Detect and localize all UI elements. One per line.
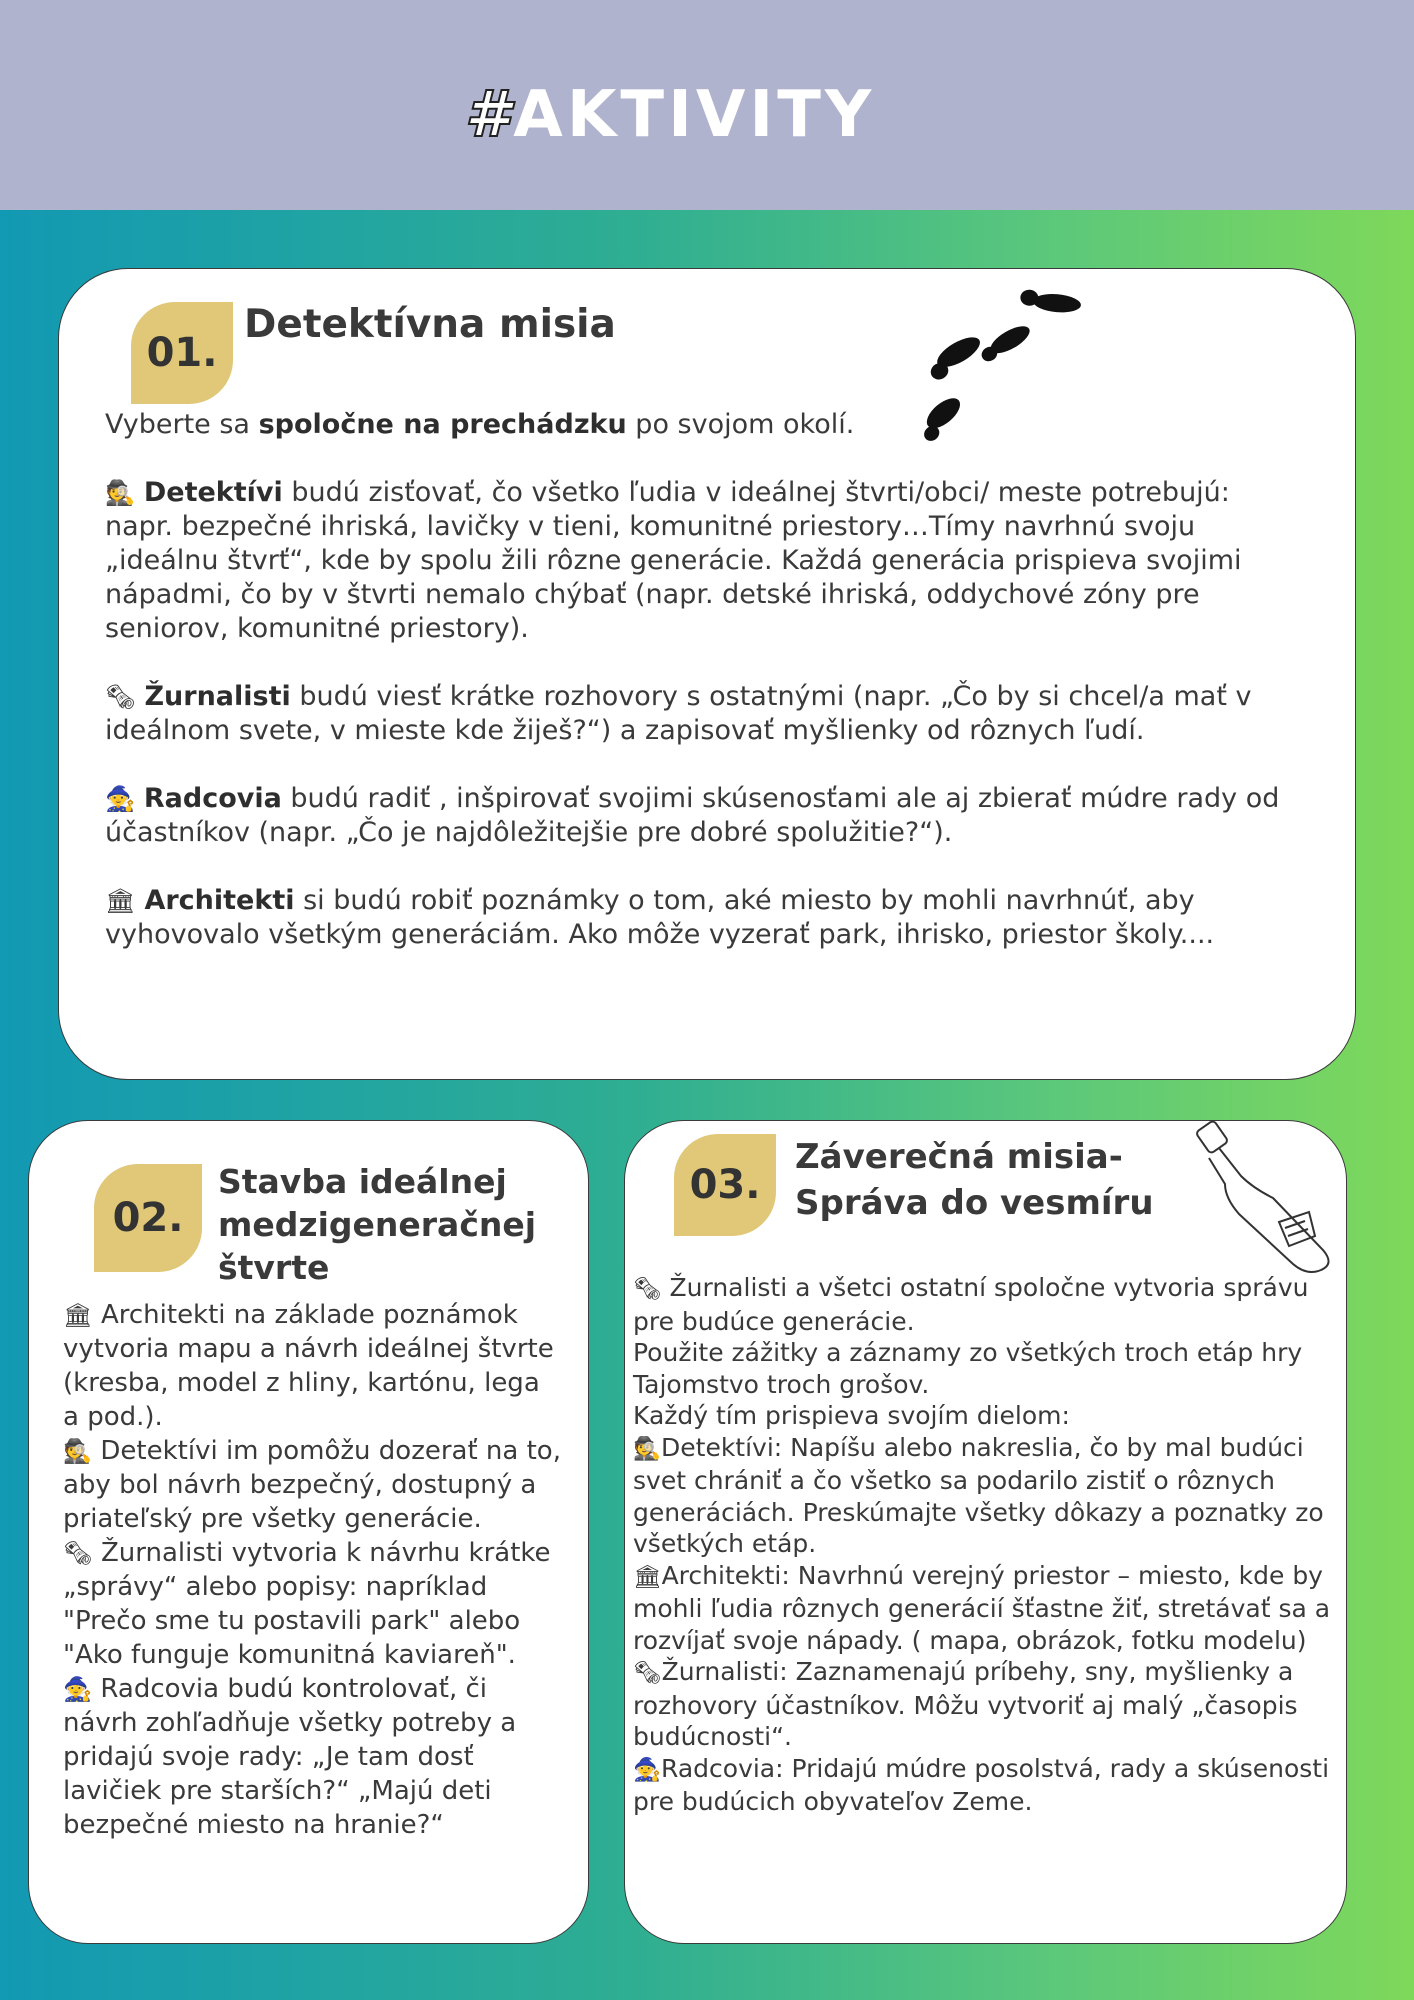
- card3-paragraph: Použite zážitky a záznamy zo všetkých troch etáp hry Tajomstvo troch grošov.: [633, 1338, 1303, 1399]
- card-title-1: Detektívna misia: [244, 302, 616, 347]
- card-title-3: Záverečná misia- Správa do vesmíru: [795, 1137, 1154, 1223]
- card3-paragraph: 🕵Detektívi: Napíšu alebo nakreslia, čo by mal budúci svet chrániť a čo všetko sa podarilo zistiť o rôznych generáciách. Preskúmajte všetky dôkazy a poznatky zo všetkých etáp.: [633, 1432, 1324, 1558]
- card3-paragraph: 🗞Žurnalisti: Zaznamenajú príbehy, sny, myšlienky a rozhovory účastníkov. Môžu vytvoriť aj malý „časopis budúcnosti“.: [633, 1657, 1298, 1751]
- classical-building-icon: 🏛: [633, 1563, 662, 1590]
- card2-body: [63, 1298, 563, 1842]
- card3-paragraph: 🏛Architekti: Navrhnú verejný priestor – miesto, kde by mohli ľudia rôznych generácií šťastne žiť, stretávať sa a rozvíjať svoje nápady. ( mapa, obrázok, fotku modelu): [633, 1560, 1331, 1655]
- card2-paragraph: 🏛 Architekti na základe poznámok vytvoria mapu a návrh ideálnej štvrte (kresba, model z hliny, kartónu, lega a pod.).: [63, 1300, 554, 1432]
- number-badge-2: 02.: [94, 1164, 202, 1272]
- newspaper-icon: 🗞: [633, 1660, 662, 1686]
- number-badge-1: 01.: [131, 302, 233, 404]
- card1-body: [105, 408, 1305, 952]
- spy-icon: 🕵: [633, 1435, 662, 1462]
- title-text: AKTIVITY: [513, 78, 876, 152]
- number-badge-3: 03.: [674, 1134, 776, 1236]
- classical-building-icon: 🏛: [105, 886, 136, 915]
- card-title-2: Stavba ideálnej medzigeneračnej štvrte: [218, 1162, 537, 1287]
- message-bottle-icon: [1195, 1118, 1345, 1278]
- card3-body: [633, 1272, 1345, 1818]
- header-banner: [0, 0, 1414, 210]
- card1-role-zurnalisti: 🗞 Žurnalisti budú viesť krátke rozhovory s ostatnými (napr. „Čo by si chcel/a mať v ideálnom svete, v mieste kde žiješ?“) a zapisovať myšlienky od rôznych ľudí.: [105, 681, 1252, 746]
- card2-paragraph: 🗞 Žurnalisti vytvoria k návrhu krátke „správy“ alebo popisy: napríklad "Prečo sme tu postavili park" alebo "Ako funguje komunitná kaviareň".: [63, 1538, 551, 1670]
- wizard-icon: 🧙: [633, 1756, 662, 1783]
- wizard-icon: 🧙: [105, 784, 136, 813]
- title-hash: #: [464, 78, 514, 152]
- card1-role-detektivi: 🕵 Detektívi budú zisťovať, čo všetko ľudia v ideálnej štvrti/obci/ meste potrebujú: napr. bezpečné ihriská, lavičky v tieni, komunitné priestory…Tímy navrhnú svoju „ideálnu štvrť“, kde by spolu žili rôzne generácie. Každá generácia prispieva svojimi nápadmi, čo by v štvrti nemalo chýbať (napr. detské ihriská, oddychové zóny pre seniorov, komunitné priestory).: [105, 477, 1242, 644]
- card1-role-architekti: 🏛 Architekti si budú robiť poznámky o tom, aké miesto by mohli navrhnúť, aby vyhovovalo všetkým generáciám. Ako môže vyzerať park, ihrisko, priestor školy....: [105, 885, 1215, 950]
- card1-role-radcovia: 🧙 Radcovia budú radiť , inšpirovať svojimi skúsenosťami ale aj zbierať múdre rady od účastníkov (napr. „Čo je najdôležitejšie pre dobré spolužitie?“).: [105, 783, 1280, 848]
- page-title: [0, 78, 1340, 152]
- spy-icon: 🕵: [105, 478, 136, 507]
- card1-intro: Vyberte sa spoločne na prechádzku po svojom okolí.: [105, 409, 855, 440]
- card2-paragraph: 🧙 Radcovia budú kontrolovať, či návrh zohľadňuje všetky potreby a pridajú svoje rady: „Je tam dosť lavičiek pre starších?“ „Majú deti bezpečné miesto na hranie?“: [63, 1674, 517, 1840]
- card3-paragraph: 🧙Radcovia: Pridajú múdre posolstvá, rady a skúsenosti pre budúcich obyvateľov Zeme.: [633, 1753, 1330, 1816]
- card3-paragraph: 🗞 Žurnalisti a všetci ostatní spoločne vytvoria správu pre budúce generácie.: [633, 1273, 1309, 1336]
- spy-icon: 🕵: [63, 1437, 93, 1465]
- wizard-icon: 🧙: [63, 1675, 93, 1703]
- card3-paragraph: Každý tím prispieva svojím dielom:: [633, 1401, 1070, 1430]
- card2-paragraph: 🕵 Detektívi im pomôžu dozerať na to, aby bol návrh bezpečný, dostupný a priateľský pre všetky generácie.: [63, 1436, 561, 1534]
- newspaper-icon: 🗞: [63, 1539, 93, 1567]
- newspaper-icon: 🗞: [633, 1276, 662, 1302]
- classical-building-icon: 🏛: [63, 1301, 93, 1329]
- newspaper-icon: 🗞: [105, 682, 136, 711]
